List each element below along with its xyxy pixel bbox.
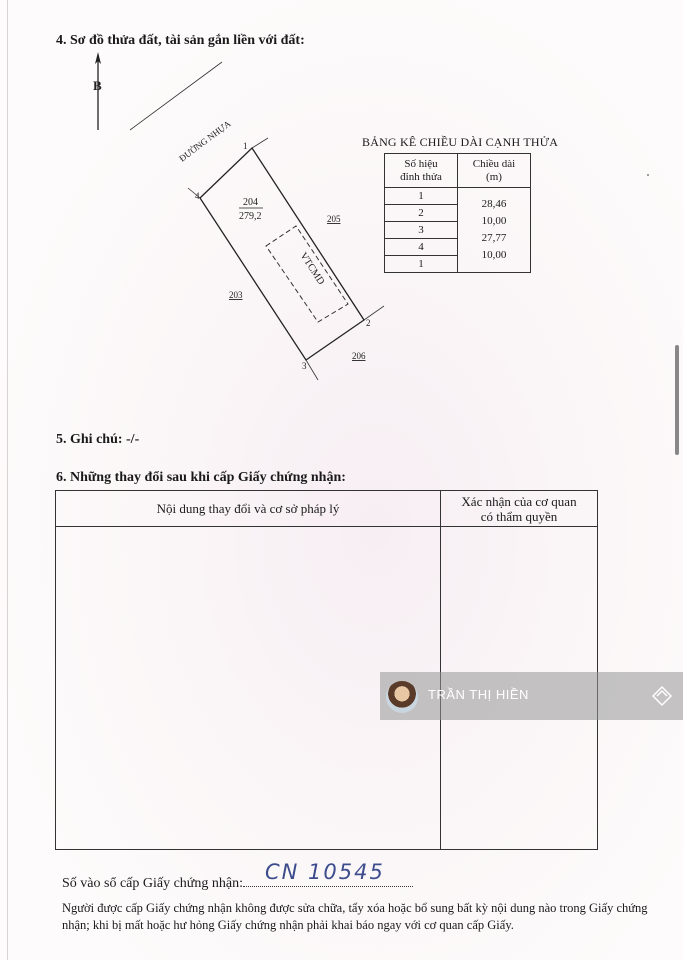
confirm-line-1: Xác nhận của cơ quan <box>461 494 577 509</box>
registry-number: CN 10545 <box>265 860 385 884</box>
registry-label: Số vào sổ cấp Giấy chứng nhận: <box>62 876 243 891</box>
layers-icon <box>651 685 673 707</box>
registry-line <box>62 860 413 892</box>
vertex-cell: 1 <box>385 256 458 273</box>
registry-field <box>243 860 413 887</box>
vertex-cell: 3 <box>385 222 458 239</box>
tick-3 <box>306 360 318 380</box>
neighbor-206: 206 <box>352 351 366 361</box>
length-value: 28,46 <box>481 198 507 210</box>
col-length-line-1: Chiều dài <box>472 157 516 170</box>
vertex-cell: 4 <box>385 239 458 256</box>
changes-col-confirmation <box>440 491 597 527</box>
avatar <box>386 681 418 713</box>
col-length-line-2: (m) <box>486 170 502 183</box>
vertex-3: 3 <box>302 361 307 371</box>
road-line <box>130 62 222 130</box>
vertex-cell: 2 <box>385 205 458 222</box>
section-4-title: 4. Sơ đồ thửa đất, tài sản gắn liền với đất: <box>56 33 305 48</box>
north-label: B <box>93 78 102 93</box>
neighbor-205: 205 <box>327 214 341 224</box>
road-label: ĐƯỜNG NHỰA <box>177 118 233 164</box>
watermark-badge <box>380 672 683 720</box>
length-value: 27,77 <box>481 232 507 244</box>
parcel-area: 279,2 <box>239 211 262 222</box>
tick-1 <box>252 138 268 148</box>
parcel-outline <box>200 148 364 360</box>
vertex-4: 4 <box>195 191 200 201</box>
section-6-title: 6. Những thay đổi sau khi cấp Giấy chứng nhận: <box>56 470 346 485</box>
parcel-number: 204 <box>243 197 258 208</box>
length-table <box>384 153 531 273</box>
length-table-title: BẢNG KÊ CHIỀU DÀI CẠNH THỬA <box>362 135 559 149</box>
neighbor-203: 203 <box>229 290 243 300</box>
col-vertex-header <box>385 154 458 188</box>
col-vertex-line-2: đỉnh thửa <box>400 170 442 183</box>
footer-note: Người được cấp Giấy chứng nhận không được sửa chữa, tẩy xóa hoặc bổ sung bất kỳ nội dung nào trong Giấy chứng nhận; khi bị mất hoặc hư hỏng Giấy chứng nhận phải khai báo ngay với cơ quan cấp Giấy. <box>62 901 648 932</box>
watermark-name: TRẦN THỊ HIỀN <box>428 687 529 702</box>
col-length-header <box>458 154 531 188</box>
vertex-2: 2 <box>366 318 371 328</box>
confirm-line-2: có thẩm quyền <box>480 509 558 524</box>
vertex-cell: 1 <box>385 188 458 205</box>
section-5-title: 5. Ghi chú: -/- <box>56 432 140 447</box>
length-values <box>458 188 531 273</box>
col-vertex-line-1: Số hiệu <box>404 157 438 170</box>
parcel-diagram <box>0 50 683 390</box>
changes-table <box>55 490 598 850</box>
building-label: VTCMD <box>297 250 327 287</box>
changes-col-content: Nội dung thay đổi và cơ sở pháp lý <box>56 491 440 527</box>
length-value: 10,00 <box>481 249 507 261</box>
building-outline <box>266 226 348 322</box>
length-value: 10,00 <box>481 215 507 227</box>
vertex-1: 1 <box>243 141 248 151</box>
